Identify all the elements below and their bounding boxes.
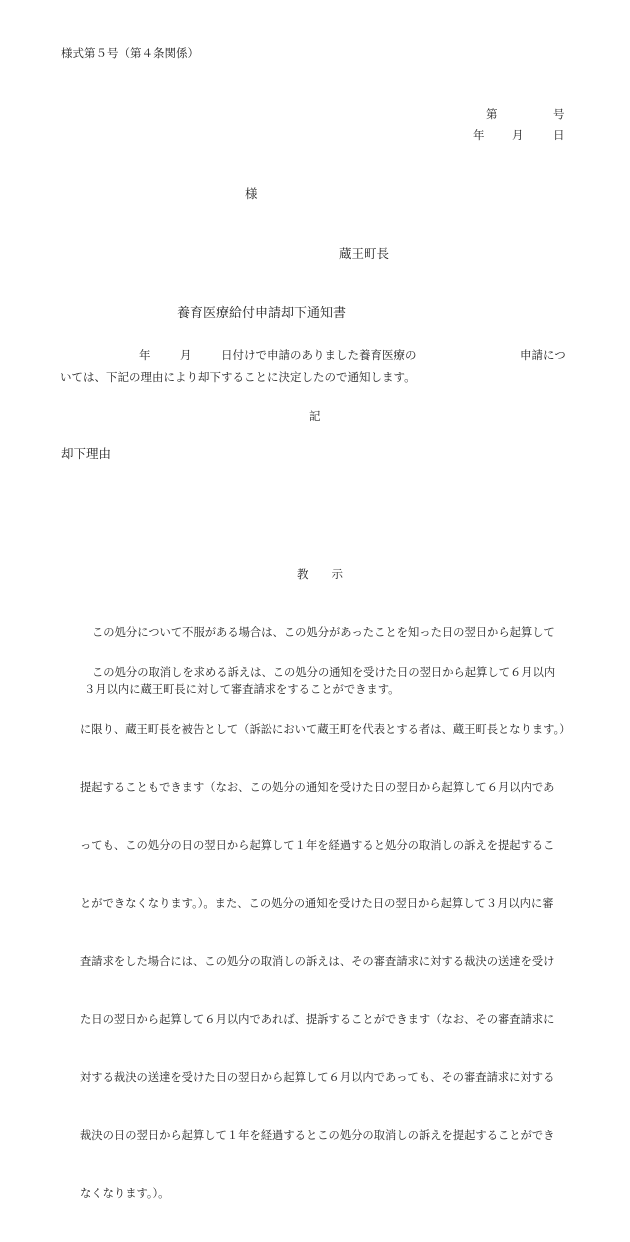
ki-heading: 記 xyxy=(309,409,321,423)
document-title: 養育医療給付申請却下通知書 xyxy=(177,306,347,321)
kyoji-p2-line: っても、この処分の日の翌日から起算して１年を経過すると処分の取消しの訴えを提起するこ xyxy=(80,839,555,853)
form-number: 様式第５号（第４条関係） xyxy=(61,46,199,60)
addressee-honorific: 様 xyxy=(245,186,258,201)
body-year-label: 年 xyxy=(139,348,151,362)
body-line1-text: 日付けで申請のありました養育医療の xyxy=(221,348,417,362)
kyoji-p1-line: この処分について不服がある場合は、この処分があったことを知った日の翌日から起算して xyxy=(92,625,555,639)
rejection-reason-label: 却下理由 xyxy=(61,446,112,461)
body-line2: いては、下記の理由により却下することに決定したので通知します。 xyxy=(60,370,416,384)
kyoji-p2-line: 査請求をした場合には、この処分の取消しの訴えは、その審査請求に対する裁決の送達を受け xyxy=(80,955,555,969)
kyoji-p2-line: この処分の取消しを求める訴えは、この処分の通知を受けた日の翌日から起算して６月以内 xyxy=(92,665,556,679)
kyoji-paragraph-2 xyxy=(72,624,571,1242)
kyoji-p1-line: ３月以内に蔵王町長に対して審査請求をすることができます。 xyxy=(84,683,400,697)
body-month-label: 月 xyxy=(180,348,192,362)
kyoji-p2-line: た日の翌日から起算して６月以内であれば、提訴することができます（なお、その審査請求に xyxy=(80,1012,555,1026)
kyoji-p2-line: 提起することもできます（なお、この処分の通知を受けた日の翌日から起算して６月以内であ xyxy=(80,781,555,795)
kyoji-p2-line: 裁決の日の翌日から起算して１年を経過するとこの処分の取消しの訴えを提起することができ xyxy=(80,1128,555,1142)
date-year-label: 年 xyxy=(473,128,485,142)
sender-name: 蔵王町長 xyxy=(339,246,390,261)
doc-number-prefix: 第 xyxy=(486,107,498,121)
kyoji-p2-line: なくなります。）。 xyxy=(80,1186,170,1200)
kyoji-p2-line: 対する裁決の送達を受けた日の翌日から起算して６月以内であっても、その審査請求に対する xyxy=(80,1070,555,1084)
kyoji-p2-line: とができなくなります。）。また、この処分の通知を受けた日の翌日から起算して３月以内に審 xyxy=(80,897,554,911)
kyoji-p2-line: に限り、蔵王町長を被告として（訴訟において蔵王町を代表とする者は、蔵王町長となります。） xyxy=(80,723,571,737)
date-day-label: 日 xyxy=(553,128,565,142)
date-month-label: 月 xyxy=(512,128,524,142)
body-line1-end: 申請につ xyxy=(520,348,566,362)
doc-number-suffix: 号 xyxy=(553,107,565,121)
kyoji-heading: 教 示 xyxy=(297,567,343,581)
